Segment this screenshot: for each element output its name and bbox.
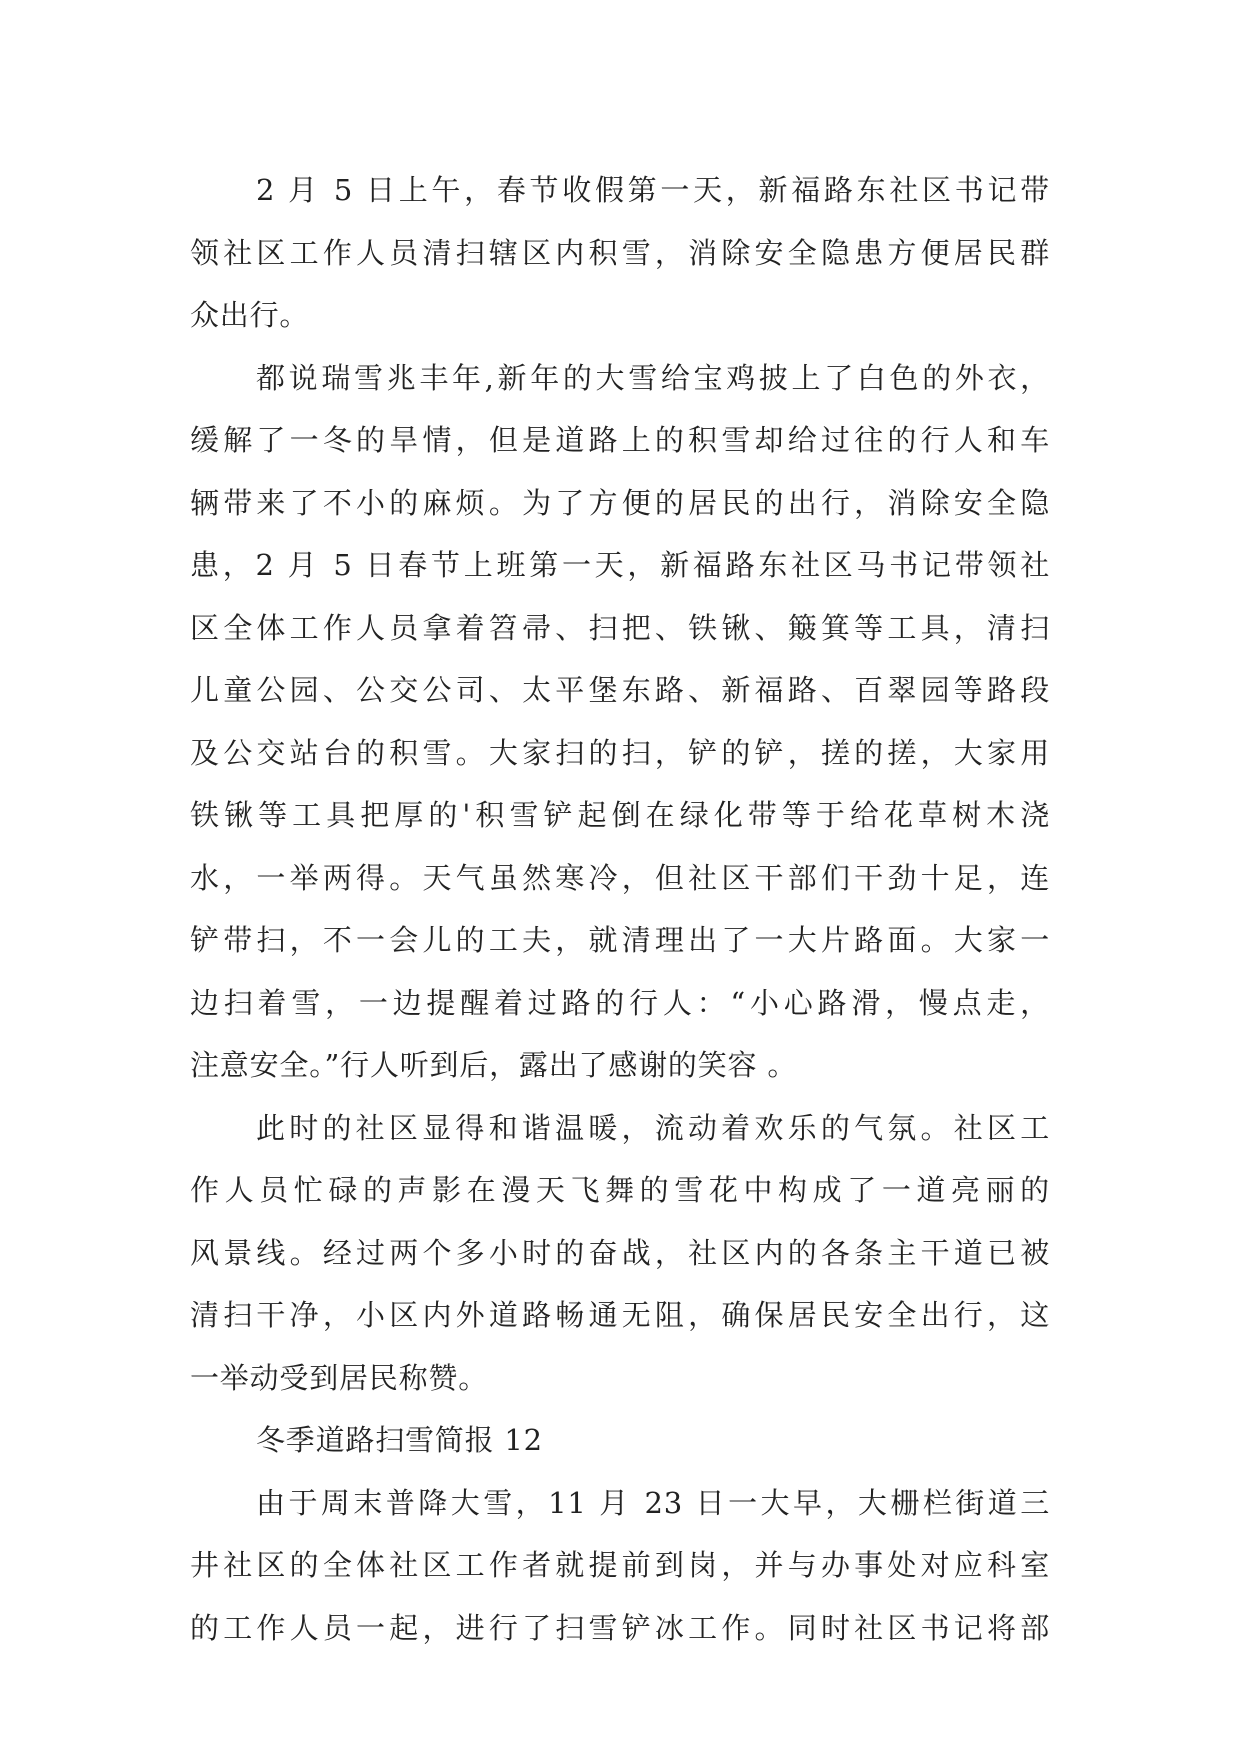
text-line: 清扫干净，小区内外道路畅通无阻，确保居民安全出行，这 xyxy=(190,1298,1050,1332)
document-body xyxy=(190,159,1050,1659)
text-line: 患，2 月 5 日春节上班第一天，新福路东社区马书记带领社 xyxy=(190,548,1050,582)
text-line: 风景线。经过两个多小时的奋战，社区内的各条主干道已被 xyxy=(190,1235,1050,1270)
text-line: 注意安全。”行人听到后，露出了感谢的笑容 。 xyxy=(190,1048,798,1082)
text-line: 一举动受到居民称赞。 xyxy=(190,1360,489,1395)
text-line: 铲带扫，不一会儿的工夫，就清理出了一大片路面。大家一 xyxy=(190,923,1050,957)
text-line: 都说瑞雪兆丰年,新年的大雪给宝鸡披上了白色的外衣， xyxy=(256,360,1050,395)
text-line: 水，一举两得。天气虽然寒冷，但社区干部们干劲十足，连 xyxy=(190,860,1050,895)
text-line: 井社区的全体社区工作者就提前到岗，并与办事处对应科室 xyxy=(190,1548,1050,1582)
text-line: 众出行。 xyxy=(190,298,310,332)
text-line: 领社区工作人员清扫辖区内积雪，消除安全隐患方便居民群 xyxy=(190,235,1050,270)
text-line: 及公交站台的积雪。大家扫的扫，铲的铲，搓的搓，大家用 xyxy=(190,735,1050,770)
text-line: 此时的社区显得和谐温暖，流动着欢乐的气氛。社区工 xyxy=(256,1110,1050,1145)
paragraph-2 xyxy=(190,347,1050,1097)
text-line: 儿童公园、公交公司、太平堡东路、新福路、百翠园等路段 xyxy=(190,673,1050,707)
text-line: 作人员忙碌的声影在漫天飞舞的雪花中构成了一道亮丽的 xyxy=(190,1173,1050,1207)
text-line: 的工作人员一起，进行了扫雪铲冰工作。同时社区书记将部 xyxy=(190,1610,1050,1645)
section-heading: 冬季道路扫雪简报 12 xyxy=(256,1423,543,1457)
paragraph-3 xyxy=(190,1097,1050,1410)
text-line: 区全体工作人员拿着笤帚、扫把、铁锹、簸箕等工具，清扫 xyxy=(190,610,1050,645)
section-heading-block xyxy=(190,1409,1050,1472)
paragraph-4 xyxy=(190,1472,1050,1660)
text-line: 边扫着雪，一边提醒着过路的行人：“小心路滑，慢点走， xyxy=(190,985,1050,1020)
text-line: 由于周末普降大雪，11 月 23 日一大早，大栅栏街道三 xyxy=(256,1485,1050,1520)
text-line: 2 月 5 日上午，春节收假第一天，新福路东社区书记带 xyxy=(256,173,1050,207)
text-line: 缓解了一冬的旱情，但是道路上的积雪却给过往的行人和车 xyxy=(190,423,1050,457)
paragraph-1 xyxy=(190,159,1050,347)
text-line: 铁锹等工具把厚的'积雪铲起倒在绿化带等于给花草树木浇 xyxy=(190,798,1050,832)
text-line: 辆带来了不小的麻烦。为了方便的居民的出行，消除安全隐 xyxy=(190,485,1050,520)
